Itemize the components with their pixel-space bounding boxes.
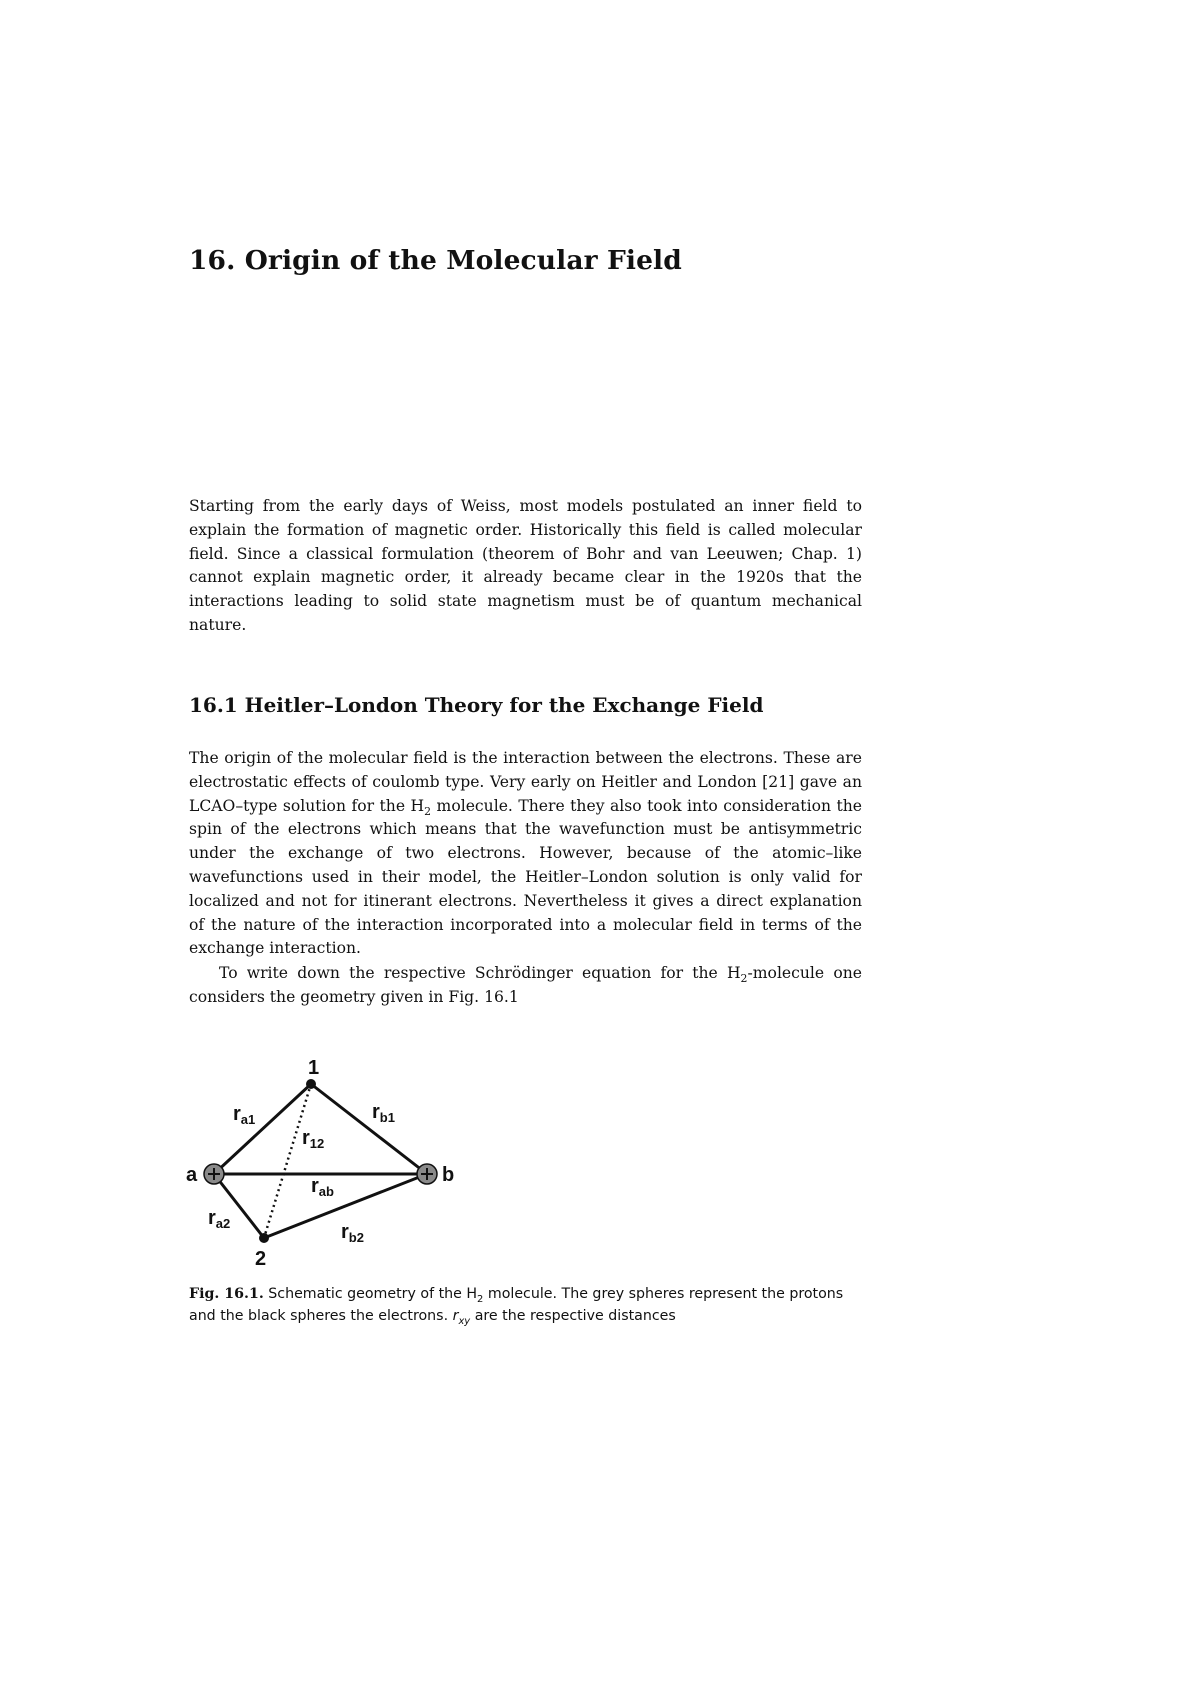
- caption-label: Fig. 16.1.: [189, 1286, 264, 1302]
- section-paragraph-2: [189, 962, 862, 1010]
- h2-geometry-diagram: [186, 1057, 489, 1278]
- para1-text-b: molecule. There they also took into consideration the spin of the electrons which means that the wavefunction must be antisymmetric under the exchange of two electrons. However, because of the atomic–like wavefunctions used in their model, the Heitler–London solution is only valid for localized and not for itinerant electrons. Nevertheless it gives a direct explanation of the nature of the interaction incorporated into a molecular field in terms of the exchange interaction.: [189, 796, 862, 958]
- electron-2-label: 2: [255, 1248, 267, 1270]
- para2-subscript: 2: [740, 972, 748, 986]
- para1-text-a: The origin of the molecular field is the interaction between the electrons. These are electrostatic effects of coulomb type. Very early on Heitler and London [21] gave an LCAO–type solution for the H: [189, 749, 862, 815]
- intro-paragraph: Starting from the early days of Weiss, most models postulated an inner field to explain the formation of magnetic order. Historically this field is called molecular field. Since a classical formulation (theorem of Bohr and van Leeuwen; Chap. 1) cannot explain magnetic order, it already became clear in the 1920s that the interactions leading to solid state magnetism must be of quantum mechanical nature.: [189, 497, 862, 634]
- caption-subscript: 2: [477, 1293, 484, 1305]
- para2-text-b: -molecule one considers the geometry given in Fig. 16.1: [189, 964, 862, 1006]
- section-title: 16.1 Heitler–London Theory for the Exchange Field: [189, 693, 764, 717]
- caption-text-b: molecule. The grey spheres represent the protons and the black spheres the electrons.: [189, 1286, 844, 1324]
- para1-subscript: 2: [424, 804, 432, 818]
- para2-text-a: To write down the respective Schrödinger equation for the H: [219, 964, 741, 982]
- proton-b: [417, 1164, 437, 1184]
- distance-label-ra1: $r_{a1}$: [233, 1103, 256, 1127]
- h2-geometry-figure: [186, 1057, 489, 1278]
- distance-label-ra2: $r_{a2}$: [208, 1207, 231, 1231]
- distance-label-r12: $r_{12}$: [302, 1127, 325, 1151]
- electron-1: [306, 1079, 316, 1089]
- bond-1-b: [311, 1084, 427, 1174]
- figure-caption: [189, 1283, 862, 1327]
- caption-r-subscript: xy: [458, 1315, 471, 1327]
- page: [186, 0, 862, 1698]
- proton-a: [204, 1164, 224, 1184]
- caption-text-c: are the respective distances: [470, 1308, 676, 1324]
- electron-1-label: 1: [308, 1057, 320, 1079]
- bond-a-1: [214, 1084, 311, 1174]
- distance-label-rb1: $r_{b1}$: [372, 1101, 395, 1125]
- chapter-title: 16. Origin of the Molecular Field: [189, 245, 682, 276]
- distance-label-rab: $r_{ab}$: [311, 1175, 334, 1199]
- section-paragraph-1: [189, 747, 862, 961]
- caption-r-symbol: r: [452, 1308, 459, 1324]
- caption-text-a: Schematic geometry of the H: [263, 1286, 478, 1302]
- electron-2: [259, 1233, 269, 1243]
- distance-label-rb2: $r_{b2}$: [341, 1221, 364, 1245]
- proton-a-label: a: [186, 1164, 198, 1186]
- proton-b-label: b: [442, 1164, 455, 1186]
